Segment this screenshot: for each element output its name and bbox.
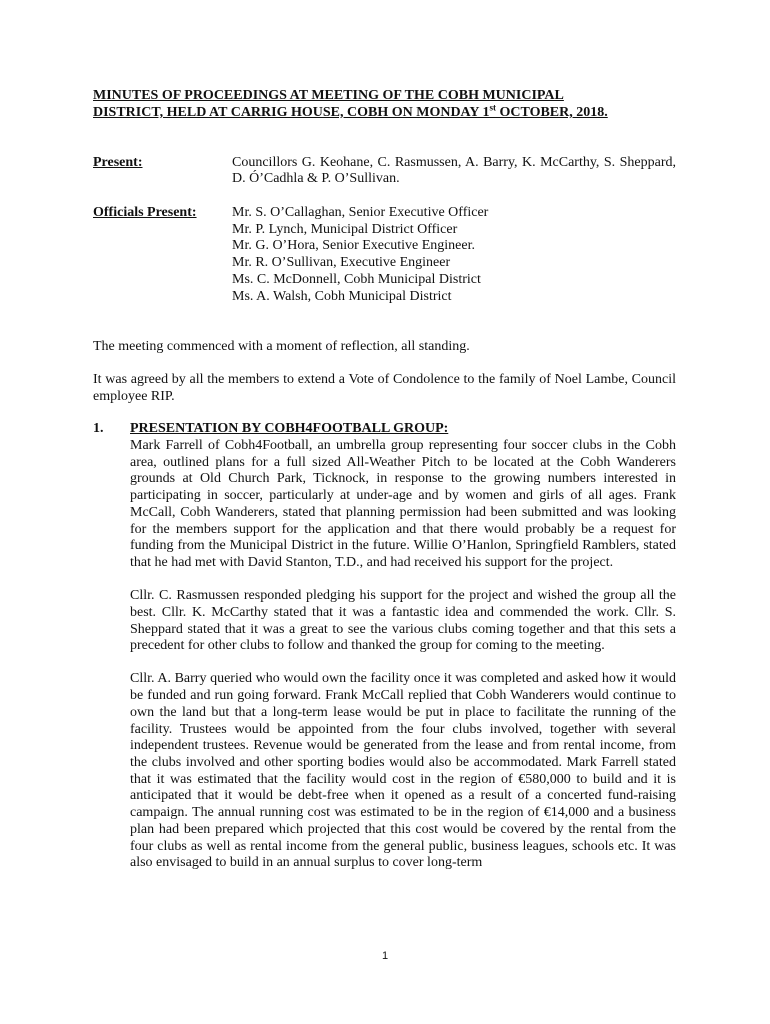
- officials-label: Officials Present:: [93, 205, 197, 220]
- official-item: Ms. C. McDonnell, Cobh Municipal District: [232, 271, 481, 287]
- agenda-item-number: 1.: [93, 421, 104, 437]
- title-line-2-end: OCTOBER, 2018.: [495, 104, 608, 120]
- agenda-item-heading: PRESENTATION BY COBH4FOOTBALL GROUP:: [130, 421, 449, 437]
- intro-paragraph-condolence: It was agreed by all the members to extend a Vote of Condolence to the family of Noel Lambe, Council employee RIP.: [93, 371, 676, 404]
- official-item: Mr. G. O’Hora, Senior Executive Engineer.: [232, 238, 475, 254]
- document-page: [93, 88, 676, 872]
- intro-paragraph-reflection: The meeting commenced with a moment of reflection, all standing.: [93, 339, 470, 355]
- page-title: [93, 88, 676, 122]
- present-list: Councillors G. Keohane, C. Rasmussen, A. Barry, K. McCarthy, S. Sheppard, D. Ó’Cadhla & P. O’Sullivan.: [232, 154, 676, 187]
- agenda-item-body: [130, 421, 676, 872]
- agenda-paragraph: Cllr. C. Rasmussen responded pledging his support for the project and wished the group all the best. Cllr. K. McCarthy stated that it was a fantastic idea and commended the work. Cllr. S. Sheppard stated that it was a great to see the various clubs coming together and that this sets a precedent for other clubs to follow and thanked the group for coming to the meeting.: [130, 588, 676, 654]
- official-item: Mr. P. Lynch, Municipal District Officer: [232, 221, 458, 237]
- agenda-item-1: [93, 421, 676, 872]
- agenda-paragraph: Mark Farrell of Cobh4Football, an umbrella group representing four soccer clubs in the Cobh area, outlined plans for a full sized All-Weather Pitch to be located at the Cobh Wanderers grounds at Old Church Park, Ticknock, in response to the growing numbers interested in participating in soccer, particularly at under-age and by women and girls of all ages. Frank McCall, Cobh Wanderers, stated that planning permission had been submitted and was looking for the members support for the application and that there would probably be a request for funding from the Municipal District in the future. Willie O’Hanlon, Springfield Ramblers, stated that he had met with David Stanton, T.D., and had received his support for the project.: [130, 438, 676, 570]
- agenda-paragraph: Cllr. A. Barry queried who would own the facility once it was completed and asked how it would be funded and run going forward. Frank McCall replied that Cobh Wanderers would continue to own the land but that a long-term lease would be put in place to facilitate the running of the facility. Trustees would be appointed from the four clubs involved, together with several independent trustees. Revenue would be generated from the lease and from rental income, from the clubs involved and other sporting bodies would also be accommodated. Mark Farrell stated that it was estimated that the facility would cost in the region of €580,000 to build and it is anticipated that it would be debt-free when it opened as a result of a concerted fund-raising campaign. The annual running cost was estimated to be in the region of €14,000 and a business plan had been prepared which projected that this cost would be covered by the rental from the four clubs as well as rental income from the general public, business leagues, schools etc. It was also envisaged to build in an annual surplus to cover long-term: [130, 671, 676, 871]
- official-item: Mr. R. O’Sullivan, Executive Engineer: [232, 255, 451, 271]
- title-line-2: [93, 102, 608, 120]
- present-label: Present:: [93, 154, 143, 170]
- title-line-2-text: DISTRICT, HELD AT CARRIG HOUSE, COBH ON MONDAY 1: [93, 104, 490, 120]
- officials-list: [232, 205, 676, 305]
- present-section: [93, 155, 676, 188]
- page-number: 1: [381, 950, 389, 962]
- title-ordinal-suffix: st: [489, 102, 496, 113]
- officials-section: [93, 205, 676, 305]
- title-line-1: MINUTES OF PROCEEDINGS AT MEETING OF THE COBH MUNICIPAL: [93, 88, 564, 103]
- official-item: Mr. S. O’Callaghan, Senior Executive Officer: [232, 205, 489, 220]
- official-item: Ms. A. Walsh, Cobh Municipal District: [232, 288, 452, 304]
